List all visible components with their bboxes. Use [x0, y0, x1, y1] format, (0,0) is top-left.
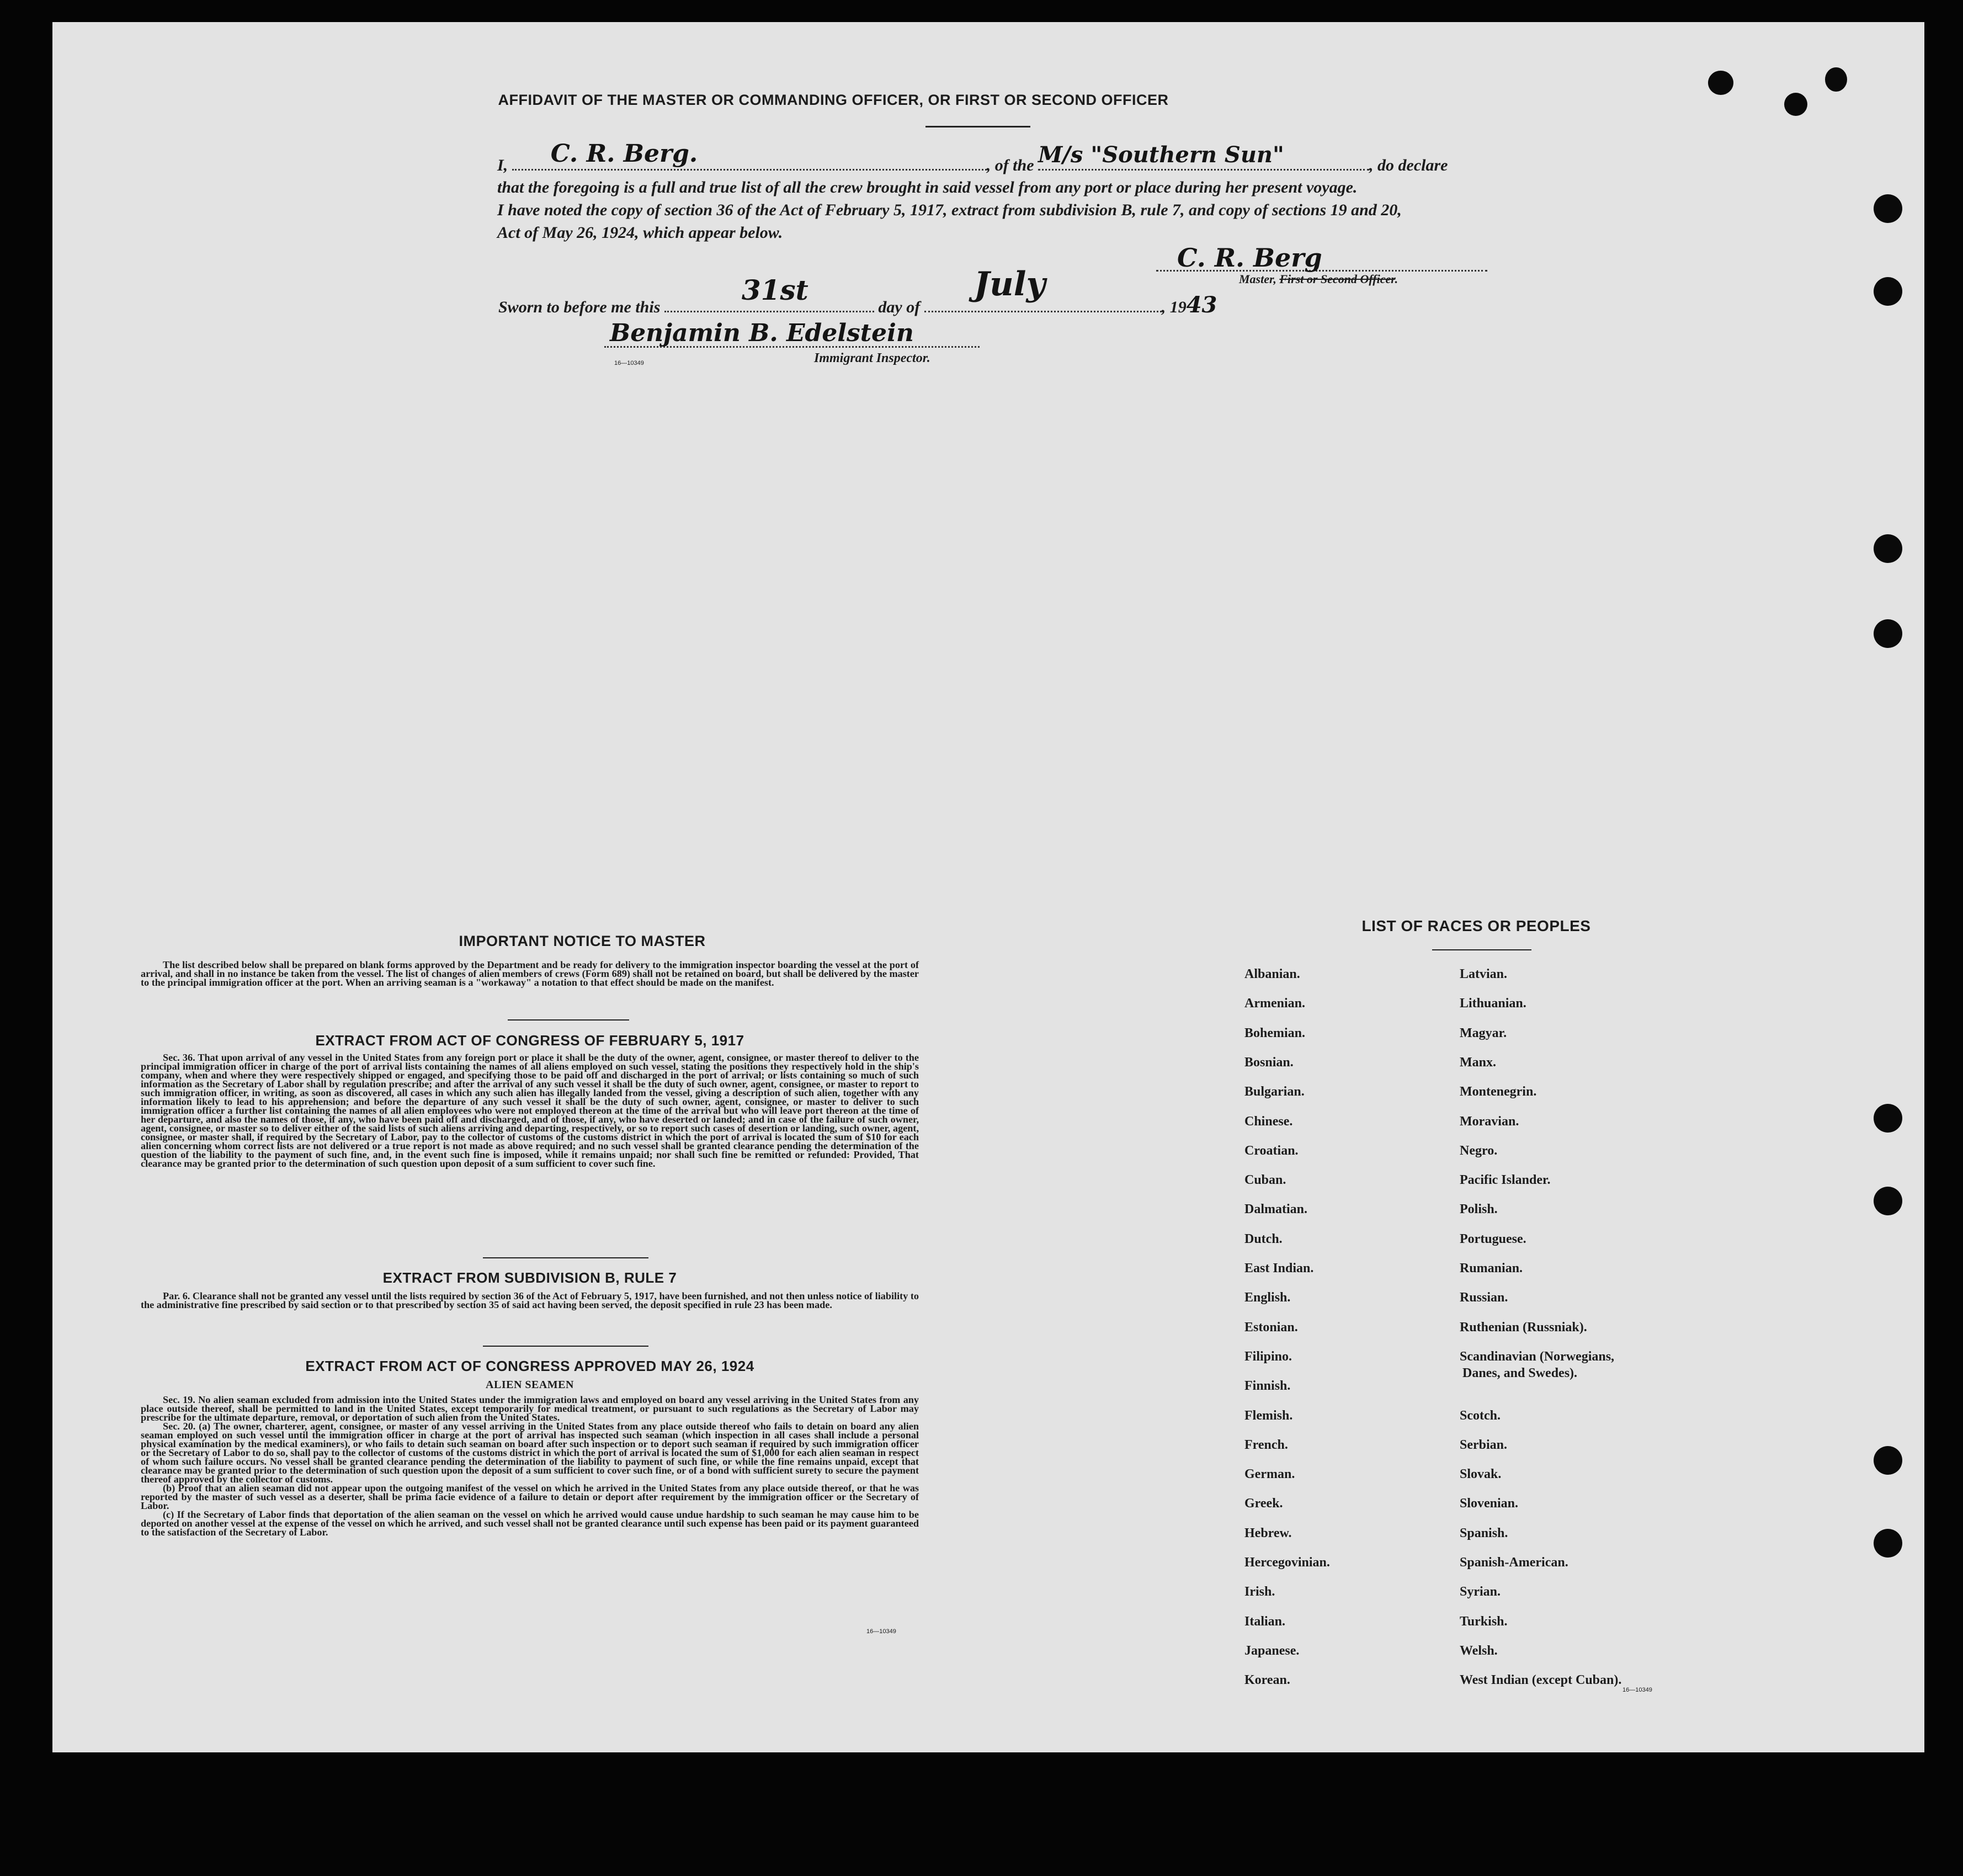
notice-title: IMPORTANT NOTICE TO MASTER — [459, 933, 706, 949]
punch-hole — [1874, 1187, 1902, 1215]
race-item: Flemish. — [1244, 1408, 1293, 1423]
race-item: Greek. — [1244, 1496, 1283, 1511]
vessel-name-field — [1038, 142, 1369, 171]
race-item: Dutch. — [1244, 1231, 1283, 1246]
race-item: Ruthenian (Russniak). — [1460, 1320, 1587, 1335]
race-item: Cuban. — [1244, 1173, 1286, 1188]
race-item: Scandinavian (Norwegians, — [1460, 1349, 1615, 1364]
race-item: Manx. — [1460, 1055, 1496, 1070]
punch-hole — [1874, 277, 1902, 306]
race-item: Rumanian. — [1460, 1261, 1523, 1276]
race-item: Slovak. — [1460, 1467, 1502, 1482]
declaration-line-3: I have noted the copy of section 36 of the Act of February 5, 1917, extract from subdivision B, rule 7, and copy of sections 19 and 20, — [497, 201, 1402, 219]
race-item: Bosnian. — [1244, 1055, 1294, 1070]
race-item: Irish. — [1244, 1585, 1275, 1599]
race-item: German. — [1244, 1467, 1295, 1482]
race-item: Slovenian. — [1460, 1496, 1519, 1511]
race-item: East Indian. — [1244, 1261, 1314, 1276]
race-item: Croatian. — [1244, 1143, 1299, 1158]
race-item: Pacific Islander. — [1460, 1173, 1551, 1188]
inspector-label: Immigrant Inspector. — [814, 351, 930, 365]
race-item: Moravian. — [1460, 1114, 1519, 1129]
punch-hole — [1825, 67, 1847, 92]
form-number: 16—10349 — [614, 360, 644, 366]
punch-hole — [1708, 71, 1733, 95]
race-item: Bulgarian. — [1244, 1085, 1305, 1099]
extract-1924-title: EXTRACT FROM ACT OF CONGRESS APPROVED MAY 26, 1924 — [305, 1358, 754, 1374]
race-item: Hebrew. — [1244, 1526, 1292, 1540]
race-item: French. — [1244, 1437, 1288, 1452]
section-divider — [483, 1257, 648, 1258]
extract-1917-text: Sec. 36. That upon arrival of any vessel in the United States from any foreign port or place it shall be the duty of the owner, agent, consignee, or master thereof to deliver to the principal immigration officer in charge of the port of arrival lists containing the names of all aliens employed on such vessel, stating the positions they respectively hold in the ship's company, when and where they were respectively shipped or engaged, and specifying those to be paid off and discharged in the port of arrival; or lists containing so much of such information as the Secretary of Labor shall by regulation prescribe; and after the arrival of any such vessel it shall be the duty of such owner, agent, consignee, or master to report to such immigration officer, in writing, as soon as discovered, all cases in which any such alien has illegally landed from the vessel, giving a description of such alien, together with any information likely to lead to his apprehension; and before the departure of any such vessel it shall be the duty of such owner, agent, consignee, or master to deliver to such immigration officer a further list containing the names of all alien employees who were not employed thereon at the time of the arrival but who will leave port thereon at the time of her departure, and also the names of those, if any, who have been paid off and discharged, and of those, if any, who have deserted or landed; and in case of the failure of such owner, agent, consignee, or master so to deliver either of the said lists of such aliens arriving and departing, respectively, or so to report such cases of desertion or landing, such owner, agent, consignee, or master shall, if required by the Secretary of Labor, pay to the collector of customs of the customs district in which the port of arrival is located the sum of $10 for each alien concerning whom correct lists are not delivered or a true report is not made as above required; and no such vessel shall be granted clearance pending the determination of the question of the liability to the payment of such fine, and, in the event such fine is imposed, while it remains unpaid; nor shall such fine be remitted or refunded: Provided, That clearance may be granted prior to the determination of such question upon deposit of a sum sufficient to cover such fine. — [141, 1052, 919, 1169]
punch-hole — [1874, 1446, 1902, 1475]
section-divider — [483, 1346, 648, 1347]
race-item: Armenian. — [1244, 996, 1305, 1011]
punch-hole — [1874, 534, 1902, 563]
form-number: 16—10349 — [1622, 1687, 1652, 1693]
race-item: Spanish. — [1460, 1526, 1508, 1540]
extract-rule7-title: EXTRACT FROM SUBDIVISION B, RULE 7 — [382, 1269, 677, 1286]
races-title: LIST OF RACES OR PEOPLES — [1361, 917, 1591, 934]
race-item: Polish. — [1460, 1202, 1498, 1217]
extract-1924-text: Sec. 19. No alien seaman excluded from admission into the United States under the immigration laws and employed on board any vessel arriving in the United States from any place outside thereof, shall be permitted to land in the United States, except temporarily for medical treatment, or pursuant to such regulations as the Secretary of Labor may prescribe for the ultimate departure, removal, or deportation of such alien from the United States. Sec. 20. (a) The owner, charterer, agent, consignee, or master of any vessel arriving in the United States from any place outside thereof who fails to detain on board any alien seaman employed on such vessel until the immigration officer in charge at the port of arrival has inspected such seaman (which inspection in all cases shall include a personal physical examination by the medical examiners), or who fails to detain such seaman on board after such inspection or to deport such seaman if required by such immigration officer or the Secretary of Labor to do so, shall pay to the collector of customs of the customs district in which the port of arrival is located the sum of $1,000 for each alien seaman in respect of whom such failure occurs. No vessel shall be granted clearance pending the determination of the liability to payment of such fine, or while the fine remains unpaid, except that clearance may be granted prior to the determination of such question upon the deposit of a sum sufficient to cover such fine, or of a bond with sufficient surety to secure the payment thereof approved by the collector of customs. (b) Proof that an alien seaman did not appear upon the outgoing manifest of the vessel on which he arrived in the United States from any place outside thereof, or that he was reported by the master of such vessel as a deserter, shall be prima facie evidence of a failure to detain or deport after requirement by the immigration officer or the Secretary of Labor. (c) If the Secretary of Labor finds that deportation of the alien seaman on the vessel on which he arrived would cause undue hardship to such seaman he may cause him to be deported on another vessel at the expense of the vessel on which he arrived, and such vessel shall not be granted clearance until such expense has been paid or its payment guaranteed to the satisfaction of the Secretary of Labor. — [141, 1394, 919, 1538]
officer-name-field — [512, 140, 987, 171]
extract-1917-title: EXTRACT FROM ACT OF CONGRESS OF FEBRUARY 5, 1917 — [315, 1032, 744, 1049]
race-item: Filipino. — [1244, 1349, 1292, 1364]
race-item: English. — [1244, 1290, 1291, 1305]
master-signature: C. R. Berg — [1177, 243, 1322, 273]
race-item: Estonian. — [1244, 1320, 1298, 1335]
declaration-line-2: that the foregoing is a full and true list of all the crew brought in said vessel from any port or place during her present voyage. — [497, 178, 1358, 196]
race-item: Finnish. — [1244, 1379, 1291, 1394]
race-item: West Indian (except Cuban). — [1460, 1673, 1622, 1688]
alien-seamen-subtitle: ALIEN SEAMEN — [486, 1379, 574, 1391]
extract-rule7-text: Par. 6. Clearance shall not be granted any vessel until the lists required by section 36 of the Act of February 5, 1917, have been furnished, and not then unless notice of liability to the administrative fine prescribed by said section or to that prescribed by section 35 of said act having been served, the deposit specified in rule 23 has been made. — [141, 1290, 919, 1310]
race-item: Dalmatian. — [1244, 1202, 1307, 1217]
punch-hole — [1874, 619, 1902, 648]
race-item: Chinese. — [1244, 1114, 1293, 1129]
punch-hole — [1874, 1529, 1902, 1558]
race-item: Bohemian. — [1244, 1025, 1306, 1040]
race-item: Italian. — [1244, 1614, 1286, 1629]
race-item: Welsh. — [1460, 1643, 1498, 1658]
inspector-signature: Benjamin B. Edelstein — [610, 319, 914, 347]
form-number: 16—10349 — [866, 1628, 896, 1635]
race-item: Korean. — [1244, 1673, 1290, 1688]
race-item: Scotch. — [1460, 1408, 1501, 1423]
punch-hole — [1874, 194, 1902, 223]
races-title-underline — [1432, 949, 1531, 950]
race-item: Albanian. — [1244, 967, 1300, 981]
race-item: Japanese. — [1244, 1643, 1300, 1658]
notice-text: The list described below shall be prepared on blank forms approved by the Department and be ready for delivery to the immigration inspector boarding the vessel at the port of arrival, and shall in no instance be taken from the vessel. The list of changes of alien members of crews (Form 689) shall not be retained on board, but shall be delivered by the master to the principal immigration officer at the port. When an arriving seaman is a "workaway" a notation to that effect should be made on the manifest. — [141, 959, 919, 988]
race-item: Magyar. — [1460, 1025, 1507, 1040]
race-item: Latvian. — [1460, 967, 1508, 981]
race-item: Danes, and Swedes). — [1462, 1365, 1578, 1380]
vessel-name-handwriting: M/s "Southern Sun" — [1038, 142, 1284, 168]
sworn-month-field — [924, 265, 1162, 312]
race-item: Hercegovinian. — [1244, 1555, 1330, 1570]
declaration-line-4: Act of May 26, 1924, which appear below. — [497, 224, 783, 242]
document-page — [52, 22, 1924, 1752]
sworn-line: Sworn to before me this 31st day of July , 1943 — [498, 265, 1217, 318]
race-item: Russian. — [1460, 1290, 1508, 1305]
race-item: Serbian. — [1460, 1437, 1508, 1452]
section-divider — [508, 1019, 629, 1021]
punch-hole — [1874, 1104, 1902, 1133]
race-item: Montenegrin. — [1460, 1085, 1537, 1099]
sworn-day-handwriting: 31st — [741, 274, 808, 306]
affidavit-title: AFFIDAVIT OF THE MASTER OR COMMANDING OFFICER, OR FIRST OR SECOND OFFICER — [498, 92, 1169, 108]
race-item: Portuguese. — [1460, 1231, 1526, 1246]
race-item: Spanish-American. — [1460, 1555, 1568, 1570]
punch-hole — [1784, 93, 1807, 116]
officer-name-handwriting: C. R. Berg. — [550, 140, 698, 168]
title-underline — [925, 126, 1030, 127]
race-item: Negro. — [1460, 1143, 1498, 1158]
year-handwriting: 43 — [1186, 292, 1217, 318]
declaration-line-1: I, C. R. Berg. , of the M/s "Southern Sun" , do declare — [497, 140, 1448, 174]
master-title: Master, First or Second Officer. — [1239, 272, 1398, 286]
race-item: Lithuanian. — [1460, 996, 1526, 1011]
sworn-month-handwriting: July — [973, 265, 1046, 304]
race-item: Turkish. — [1460, 1614, 1508, 1629]
race-item: Syrian. — [1460, 1585, 1501, 1599]
sworn-day-field — [664, 274, 874, 312]
